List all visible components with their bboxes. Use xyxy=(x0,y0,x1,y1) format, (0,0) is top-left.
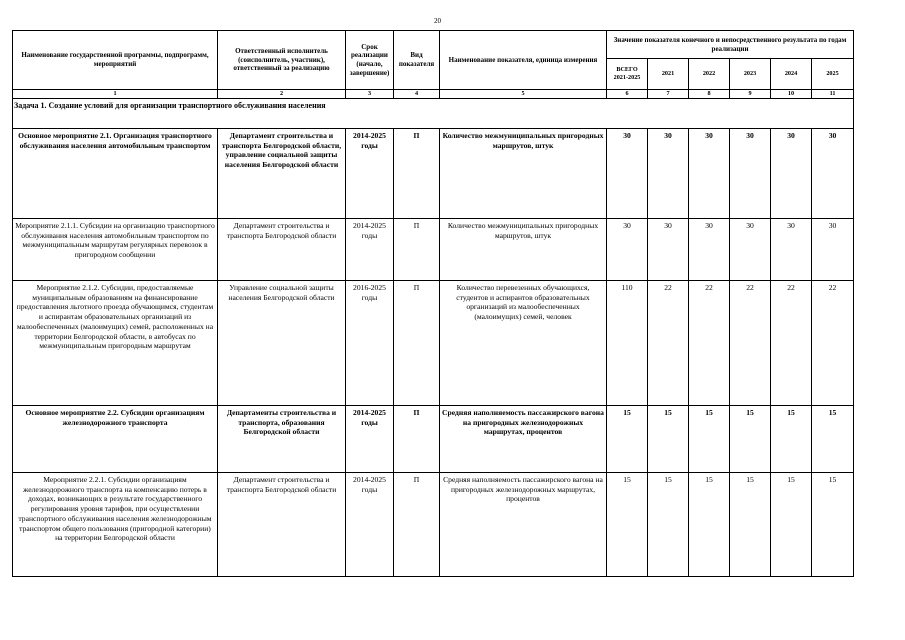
table-row xyxy=(13,281,854,406)
header-term: Срок реализации (начало, завершение) xyxy=(346,31,394,90)
column-number: 6 xyxy=(607,90,648,99)
header-year-2024: 2024 xyxy=(771,59,812,90)
header-indicator: Наименование показателя, единица измерения xyxy=(440,31,607,90)
value-2025: 22 xyxy=(812,281,854,406)
column-number: 2 xyxy=(218,90,346,99)
measure-indicator: Количество межмуниципальных пригородных маршрутов, штук xyxy=(440,219,607,281)
value-2021: 22 xyxy=(648,281,689,406)
measure-executor: Департамент строительства и транспорта Белгородской области, управление социальной защиты населения Белгородской области xyxy=(218,129,346,219)
header-values-title: Значение показателя конечного и непосредственного результата по годам реализации xyxy=(607,31,854,59)
program-indicators-table xyxy=(12,30,854,577)
measure-name: Мероприятие 2.1.1. Субсидии на организацию транспортного обслуживания населения автомобильным транспортом по межмуниципальным маршрутам регулярных перевозок в пригородном сообщении xyxy=(13,219,218,281)
table-row xyxy=(13,219,854,281)
measure-term: 2014-2025 годы xyxy=(346,473,394,577)
measure-kind: П xyxy=(394,281,440,406)
header-total: ВСЕГО 2021-2025 xyxy=(607,59,648,90)
column-number: 7 xyxy=(648,90,689,99)
value-total: 30 xyxy=(607,129,648,219)
measure-name: Основное мероприятие 2.2. Субсидии организациям железнодорожного транспорта xyxy=(13,406,218,473)
table-row xyxy=(13,406,854,473)
value-2023: 15 xyxy=(730,473,771,577)
table-row xyxy=(13,129,854,219)
value-total: 15 xyxy=(607,406,648,473)
measure-name: Мероприятие 2.1.2. Субсидии, предоставляемые муниципальным образованиям на финансирование предоставления льготного проезда обучающимся, студентам и аспирантам образовательных организаций из малообеспеченных (малоимущих) семей, расположенных на территории Белгородской области, в автобусах по межмуниципальным пригородным маршрутам xyxy=(13,281,218,406)
value-total: 110 xyxy=(607,281,648,406)
value-2021: 30 xyxy=(648,219,689,281)
page-number: 20 xyxy=(434,17,441,25)
column-number: 3 xyxy=(346,90,394,99)
measure-indicator: Количество межмуниципальных пригородных маршрутов, штук xyxy=(440,129,607,219)
header-executor: Ответственный исполнитель (соисполнитель, участник), ответственный за реализацию xyxy=(218,31,346,90)
value-2024: 30 xyxy=(771,219,812,281)
column-number: 8 xyxy=(689,90,730,99)
value-2025: 30 xyxy=(812,129,854,219)
value-2023: 15 xyxy=(730,406,771,473)
table-row xyxy=(13,473,854,577)
value-2022: 30 xyxy=(689,219,730,281)
measure-term: 2014-2025 годы xyxy=(346,219,394,281)
measure-kind: П xyxy=(394,129,440,219)
measure-indicator: Количество перевезенных обучающихся, студентов и аспирантов образовательных организаций из малообеспеченных (малоимущих) семей, человек xyxy=(440,281,607,406)
measure-executor: Департамент строительства и транспорта Белгородской области xyxy=(218,219,346,281)
measure-executor: Департамент строительства и транспорта Белгородской области xyxy=(218,473,346,577)
header-year-2021: 2021 xyxy=(648,59,689,90)
column-number: 4 xyxy=(394,90,440,99)
measure-indicator: Средняя наполняемость пассажирского вагона на пригородных железнодорожных маршрутах, процентов xyxy=(440,406,607,473)
value-2021: 15 xyxy=(648,406,689,473)
measure-indicator: Средняя наполняемость пассажирского вагона на пригородных железнодорожных маршрутах, процентов xyxy=(440,473,607,577)
measure-kind: П xyxy=(394,473,440,577)
measure-kind: П xyxy=(394,219,440,281)
column-number: 10 xyxy=(771,90,812,99)
value-2022: 15 xyxy=(689,406,730,473)
measure-name: Основное мероприятие 2.1. Организация транспортного обслуживания населения автомобильным транспортом xyxy=(13,129,218,219)
value-2022: 15 xyxy=(689,473,730,577)
column-number: 5 xyxy=(440,90,607,99)
measure-term: 2014-2025 годы xyxy=(346,406,394,473)
value-total: 30 xyxy=(607,219,648,281)
column-number: 9 xyxy=(730,90,771,99)
value-2023: 22 xyxy=(730,281,771,406)
value-2024: 15 xyxy=(771,406,812,473)
value-2025: 30 xyxy=(812,219,854,281)
measure-kind: П xyxy=(394,406,440,473)
task-title: Задача 1. Создание условий для организации транспортного обслуживания населения xyxy=(13,99,854,129)
header-program: Наименование государственной программы, подпрограмм, мероприятий xyxy=(13,31,218,90)
value-2022: 22 xyxy=(689,281,730,406)
value-2024: 22 xyxy=(771,281,812,406)
value-total: 15 xyxy=(607,473,648,577)
measure-term: 2014-2025 годы xyxy=(346,129,394,219)
value-2021: 30 xyxy=(648,129,689,219)
header-kind: Вид показателя xyxy=(394,31,440,90)
value-2022: 30 xyxy=(689,129,730,219)
value-2024: 15 xyxy=(771,473,812,577)
header-year-2022: 2022 xyxy=(689,59,730,90)
measure-name: Мероприятие 2.2.1. Субсидии организациям железнодорожного транспорта на компенсацию потерь в доходах, возникающих в результате государственного регулирования уровня тарифов, при осуществлении транспортного обслуживания населения железнодорожным транспортом общего пользования (пригородной категории) на территории Белгородской области xyxy=(13,473,218,577)
value-2021: 15 xyxy=(648,473,689,577)
measure-executor: Департаменты строительства и транспорта, образования Белгородской области xyxy=(218,406,346,473)
value-2023: 30 xyxy=(730,129,771,219)
header-year-2025: 2025 xyxy=(812,59,854,90)
value-2025: 15 xyxy=(812,406,854,473)
measure-term: 2016-2025 годы xyxy=(346,281,394,406)
value-2024: 30 xyxy=(771,129,812,219)
column-number: 11 xyxy=(812,90,854,99)
value-2025: 15 xyxy=(812,473,854,577)
column-number: 1 xyxy=(13,90,218,99)
measure-executor: Управление социальной защиты населения Белгородской области xyxy=(218,281,346,406)
header-year-2023: 2023 xyxy=(730,59,771,90)
value-2023: 30 xyxy=(730,219,771,281)
